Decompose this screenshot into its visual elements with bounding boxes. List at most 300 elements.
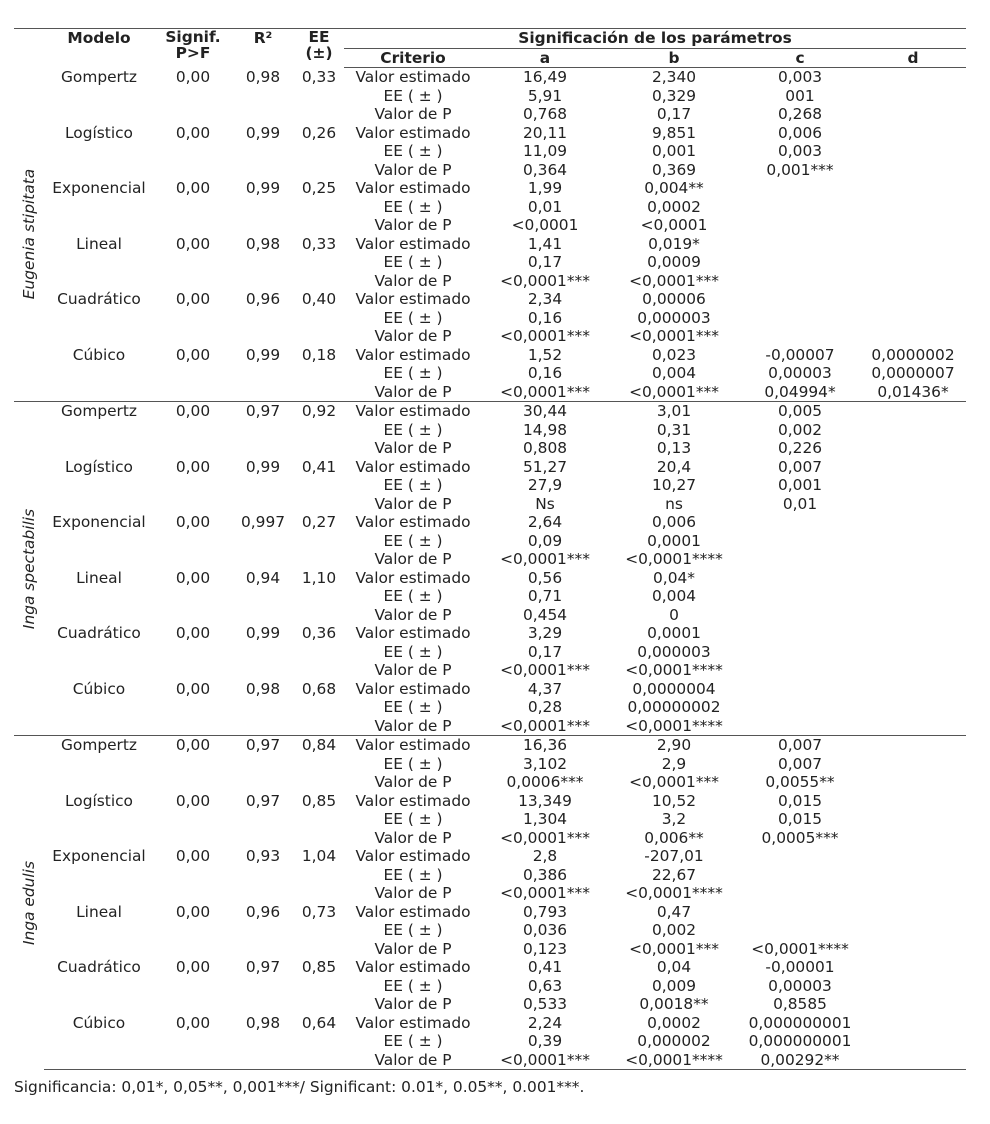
param-c-cell [740, 643, 860, 662]
param-a-cell: 27,9 [527, 476, 563, 494]
ee-cell [294, 161, 344, 180]
param-b-cell: 0,369 [651, 160, 697, 179]
criterio-cell: EE ( ± ) [383, 253, 443, 271]
ee-cell: 0,84 [294, 736, 344, 755]
r2-cell [232, 439, 294, 458]
param-c-cell: 0,006 [777, 123, 823, 142]
criterio-cell: Valor de P [374, 271, 452, 290]
r2-cell [232, 421, 294, 440]
table-row [14, 142, 966, 161]
param-d-cell [860, 216, 966, 235]
criterio-cell: EE ( ± ) [383, 587, 443, 605]
param-c-cell: 0,002 [777, 420, 823, 439]
ee-cell: 0,41 [301, 457, 337, 476]
criterio-cell: Valor estimado [355, 513, 471, 531]
param-a-cell: 3,102 [522, 754, 568, 773]
param-b-cell: 0,13 [656, 439, 692, 457]
param-b-cell: 3,2 [661, 810, 687, 828]
param-d-cell [860, 198, 966, 217]
param-a-cell: 16,36 [482, 736, 608, 755]
param-d-cell [860, 272, 966, 291]
ee-header [294, 29, 344, 68]
criterio-cell: Valor estimado [344, 736, 482, 755]
param-d-cell [860, 253, 966, 272]
criterio-cell: EE ( ± ) [383, 810, 443, 828]
signif-cell: 0,00 [175, 179, 211, 197]
r2-cell: 0,94 [245, 568, 281, 587]
model-name-cell [44, 272, 154, 291]
param-c-cell [740, 866, 860, 885]
table-row [14, 624, 966, 643]
model-name-cell: Exponencial [52, 847, 146, 865]
signif-cell: 0,00 [175, 568, 211, 587]
param-b-cell: <0,0001 [640, 216, 708, 234]
signif-cell: 0,00 [175, 457, 211, 476]
ee-cell: 0,85 [301, 791, 337, 810]
criterio-cell: Valor estimado [355, 234, 471, 253]
signif-cell: 0,00 [175, 902, 211, 921]
r2-cell [232, 606, 294, 625]
r2-cell [232, 198, 294, 217]
species-label: Inga spectabilis [19, 508, 38, 629]
ee-cell: 0,33 [301, 234, 337, 253]
ee-cell [294, 216, 344, 235]
param-a-cell: 0,533 [522, 995, 568, 1013]
ee-cell [294, 866, 344, 885]
criterio-cell: Valor de P [374, 382, 452, 401]
param-b-cell: 0,000002 [637, 1032, 711, 1050]
param-a-cell: 0,123 [522, 939, 568, 958]
ee-cell [294, 105, 344, 124]
signif-cell: 0,00 [175, 234, 211, 253]
param-c-cell: 0,00003 [768, 976, 832, 995]
param-b-cell: 0,002 [651, 921, 697, 939]
signif-cell [154, 364, 232, 383]
param-a-cell: 0,0006*** [506, 773, 584, 791]
param-b-cell: 9,851 [651, 123, 697, 142]
model-name-cell [44, 550, 154, 569]
model-name-cell [44, 161, 154, 180]
criterio-cell: EE ( ± ) [383, 921, 443, 939]
r2-cell: 0,98 [245, 234, 281, 253]
ee-cell [294, 439, 344, 458]
param-b-cell: 0,006 [651, 513, 697, 531]
model-name-cell: Cúbico [72, 345, 126, 364]
param-d-cell [860, 903, 966, 922]
table-row [14, 995, 966, 1014]
footnote: Significancia: 0,01*, 0,05**, 0,001***/ Significant: 0.01*, 0.05**, 0.001***. [14, 1078, 585, 1096]
param-b-cell: 20,4 [656, 457, 692, 476]
param-c-cell: -0,00001 [765, 958, 835, 976]
r2-cell [232, 755, 294, 774]
param-c-cell [740, 606, 860, 625]
model-name-cell [44, 105, 154, 124]
ee-cell [294, 698, 344, 717]
criterio-cell: EE ( ± ) [383, 420, 443, 439]
criterio-cell: EE ( ± ) [383, 698, 443, 716]
param-b-cell: <0,0001**** [625, 661, 723, 679]
r2-cell [232, 216, 294, 235]
model-name-cell: Lineal [76, 568, 122, 587]
criterio-cell: Valor estimado [355, 123, 471, 142]
param-b-cell: 0 [669, 605, 679, 624]
signif-cell: 0,00 [175, 679, 211, 698]
param-d-cell [860, 698, 966, 717]
param-a-cell: 0,01 [527, 197, 563, 216]
criterio-cell: EE ( ± ) [383, 476, 443, 494]
param-a-cell: <0,0001*** [500, 327, 590, 345]
signif-cell [154, 383, 232, 402]
r2-cell [232, 495, 294, 514]
model-name-cell [44, 921, 154, 940]
table-row [14, 532, 966, 551]
ee-cell [294, 272, 344, 291]
param-c-cell [740, 253, 860, 272]
results-table-container [14, 28, 966, 1070]
param-c-cell: 0,0005*** [761, 828, 839, 847]
criterio-cell: EE ( ± ) [383, 865, 443, 884]
param-a-cell: 1,99 [527, 179, 563, 197]
param-c-cell: 0,007 [740, 736, 860, 755]
param-a-cell: 0,793 [522, 902, 568, 921]
model-name-cell: Logístico [65, 457, 133, 476]
table-row [14, 921, 966, 940]
criterio-cell: Valor estimado [355, 958, 471, 976]
param-c-cell [740, 698, 860, 717]
r2-cell: 0,93 [245, 847, 281, 865]
param-a-cell: 3,29 [527, 624, 563, 642]
signif-cell [154, 161, 232, 180]
param-b-cell: 0,0001 [647, 624, 701, 642]
ee-cell [294, 421, 344, 440]
table-row [14, 309, 966, 328]
signif-cell [154, 532, 232, 551]
param-c-cell: 0,005 [740, 402, 860, 421]
param-b-cell: 0,0018** [639, 995, 709, 1013]
param-a-cell: 51,27 [522, 457, 568, 476]
table-row [14, 68, 966, 87]
signif-cell [154, 643, 232, 662]
r2-cell [232, 532, 294, 551]
criterio-cell: EE ( ± ) [383, 197, 443, 216]
model-name-cell [44, 216, 154, 235]
param-d-cell [860, 1014, 966, 1033]
species-label-cell [14, 402, 44, 736]
r2-cell [232, 364, 294, 383]
signif-cell: 0,00 [175, 1013, 211, 1032]
signif-cell [154, 587, 232, 606]
table-row [14, 680, 966, 699]
signif-cell [154, 755, 232, 774]
ee-cell: 0,27 [301, 513, 337, 531]
param-c-cell [740, 550, 860, 569]
param-a-cell: 0,17 [527, 253, 563, 271]
param-a-cell: <0,0001*** [500, 550, 590, 568]
param-a-cell: 5,91 [527, 86, 563, 105]
param-b-cell: 0,0002 [647, 1013, 701, 1032]
table-row [14, 327, 966, 346]
ee-cell [294, 606, 344, 625]
model-name-cell [44, 439, 154, 458]
ee-cell [294, 550, 344, 569]
param-d-cell [860, 532, 966, 551]
signif-cell [154, 884, 232, 903]
signif-cell: 0,00 [175, 123, 211, 142]
table-body [14, 68, 966, 1070]
param-c-cell: 0,01 [782, 494, 818, 513]
table-row [14, 606, 966, 625]
signif-cell [154, 661, 232, 680]
param-c-cell: 0,015 [777, 810, 823, 828]
signif-cell [154, 1032, 232, 1051]
model-name-cell [44, 495, 154, 514]
param-a-cell: <0,0001*** [500, 884, 590, 902]
param-a-cell: 0,364 [522, 160, 568, 179]
parametros-header: Significación de los parámetros [344, 29, 966, 49]
param-c-cell [740, 290, 860, 309]
param-d-cell [860, 68, 966, 87]
param-a-cell: 2,8 [532, 847, 558, 865]
table-row [14, 364, 966, 383]
r2-cell [232, 810, 294, 829]
model-name-cell [44, 977, 154, 996]
signif-cell [154, 717, 232, 736]
criterio-cell: Valor de P [374, 216, 452, 234]
table-row [14, 903, 966, 922]
r2-cell [232, 1032, 294, 1051]
param-a-cell: 30,44 [482, 402, 608, 421]
criterio-cell: Valor de P [374, 884, 452, 902]
signif-cell: 0,00 [175, 67, 211, 86]
signif-cell [154, 495, 232, 514]
param-b-cell: 10,27 [651, 476, 697, 494]
param-a-cell: 0,16 [527, 364, 563, 382]
param-b-cell: <0,0001*** [629, 939, 719, 958]
criterio-cell: EE ( ± ) [383, 1032, 443, 1050]
header-row-top [14, 29, 966, 49]
param-c-cell: 0,00292** [740, 1051, 860, 1070]
signif-cell: 0,00 [175, 513, 211, 531]
param-b-cell: <0,0001**** [625, 716, 723, 735]
param-c-cell [740, 680, 860, 699]
table-row [14, 717, 966, 736]
param-a-cell: 1,52 [527, 345, 563, 364]
param-c-cell [740, 235, 860, 254]
param-b-cell: 0,004 [651, 364, 697, 382]
param-a-cell: 13,349 [518, 791, 572, 810]
model-name-cell [44, 829, 154, 848]
table-row [14, 235, 966, 254]
signif-cell [154, 327, 232, 346]
param-d-cell [860, 977, 966, 996]
r2-cell [232, 829, 294, 848]
param-d-cell [860, 550, 966, 569]
param-d-cell [860, 661, 966, 680]
model-name-cell: Logístico [65, 791, 133, 810]
param-a-cell: 0,036 [522, 921, 568, 939]
param-c-cell: 0,000000001 [748, 1013, 852, 1032]
param-c-cell: 0,001*** [766, 160, 834, 179]
signif-cell [154, 773, 232, 792]
r2-cell [232, 161, 294, 180]
criterio-cell: EE ( ± ) [383, 86, 443, 105]
r2-cell [232, 253, 294, 272]
table-row [14, 179, 966, 198]
param-a-cell: 2,34 [527, 290, 563, 308]
param-d-cell [860, 587, 966, 606]
param-c-cell [740, 624, 860, 643]
model-name-cell: Cuadrático [57, 290, 141, 308]
r2-cell [232, 142, 294, 161]
param-d-cell [860, 1032, 966, 1051]
ee-cell [294, 1032, 344, 1051]
ee-cell [294, 495, 344, 514]
criterio-cell: Valor de P [374, 105, 452, 123]
ee-cell [294, 884, 344, 903]
criterio-cell: Valor de P [374, 995, 452, 1013]
param-a-cell: <0,0001*** [500, 271, 590, 290]
table-row [14, 513, 966, 532]
param-b-cell: -207,01 [644, 847, 704, 865]
param-d-cell [860, 513, 966, 532]
table-row [14, 940, 966, 959]
param-c-cell: 0,001 [777, 476, 823, 494]
param-a-cell: 16,49 [522, 68, 568, 86]
r2-cell [232, 995, 294, 1014]
param-d-cell [860, 1051, 966, 1070]
ee-cell: 0,36 [301, 624, 337, 642]
model-name-cell [44, 1032, 154, 1051]
model-name-cell [44, 643, 154, 662]
param-a-cell: <0,0001*** [500, 661, 590, 679]
table-row [14, 977, 966, 996]
param-b-cell: 0,329 [651, 86, 697, 105]
model-name-cell: Gompertz [44, 736, 154, 755]
param-a-cell: 0,63 [527, 976, 563, 995]
ee-cell: 0,26 [301, 123, 337, 142]
model-name-cell: Cúbico [72, 679, 126, 698]
signif-cell [154, 309, 232, 328]
signif-cell [154, 87, 232, 106]
r2-cell [232, 698, 294, 717]
param-d-cell [860, 884, 966, 903]
r2-cell: 0,997 [240, 513, 286, 531]
param-c-cell [740, 884, 860, 903]
signif-cell [154, 142, 232, 161]
param-b-cell: <0,0001*** [629, 382, 719, 401]
table-row [14, 866, 966, 885]
ee-cell: 1,10 [301, 568, 337, 587]
criterio-cell: Valor estimado [355, 179, 471, 197]
param-d-cell [860, 161, 966, 180]
param-d-cell [860, 755, 966, 774]
model-name-cell [44, 198, 154, 217]
model-name-cell: Lineal [76, 234, 122, 253]
model-name-cell [44, 773, 154, 792]
ee-cell: 0,64 [301, 1013, 337, 1032]
criterio-cell: Valor de P [374, 327, 452, 345]
param-a-cell: 4,37 [527, 679, 563, 698]
param-a-cell: 0,28 [527, 698, 563, 716]
ee-cell [294, 977, 344, 996]
signif-cell: 0,00 [175, 791, 211, 810]
param-a-cell: <0,0001*** [500, 716, 590, 735]
param-b-cell: 0,00006 [642, 290, 706, 308]
signif-cell [154, 829, 232, 848]
criterio-cell: EE ( ± ) [383, 142, 443, 160]
r2-cell [232, 1051, 294, 1070]
species-header [14, 29, 44, 68]
species-label-cell [14, 68, 44, 402]
r2-cell: 0,97 [245, 958, 281, 976]
param-d-cell [860, 105, 966, 124]
ee-cell: 0,73 [301, 902, 337, 921]
table-row [14, 439, 966, 458]
param-c-cell [740, 532, 860, 551]
param-a-cell: 14,98 [522, 420, 568, 439]
param-b-cell: 0,04* [653, 568, 695, 587]
param-b-cell: 0,023 [651, 345, 697, 364]
table-row [14, 643, 966, 662]
table-row [14, 958, 966, 977]
param-d-cell [860, 495, 966, 514]
param-d-cell [860, 290, 966, 309]
table-row [14, 383, 966, 402]
param-b-cell: 0,000003 [637, 308, 711, 327]
table-row [14, 495, 966, 514]
ee-cell [294, 829, 344, 848]
param-c-cell [740, 513, 860, 532]
param-a-header: a [482, 48, 608, 68]
param-a-cell: 2,24 [527, 1013, 563, 1032]
r2-cell: 0,99 [245, 123, 281, 142]
ee-cell [294, 1051, 344, 1070]
signif-cell [154, 810, 232, 829]
param-b-header: b [608, 48, 740, 68]
criterio-cell: Valor de P [374, 494, 452, 513]
species-label-cell [14, 736, 44, 1070]
species-label: Inga edulis [19, 860, 38, 945]
ee-cell: 1,04 [301, 847, 337, 865]
model-name-cell [44, 532, 154, 551]
param-d-cell [860, 624, 966, 643]
param-d-cell [860, 142, 966, 161]
param-c-cell: 0,268 [777, 105, 823, 123]
param-c-cell: 0,8585 [773, 995, 827, 1013]
model-name-cell [44, 995, 154, 1014]
ee-cell [294, 87, 344, 106]
param-d-cell [860, 736, 966, 755]
ee-cell: 0,68 [301, 679, 337, 698]
criterio-cell: Valor de P [374, 605, 452, 624]
signif-cell [154, 550, 232, 569]
param-b-cell: 2,90 [608, 736, 740, 755]
table-row [14, 755, 966, 774]
table-row [14, 105, 966, 124]
ee-cell [294, 921, 344, 940]
param-d-cell [860, 717, 966, 736]
param-d-cell [860, 995, 966, 1014]
criterio-cell: Valor estimado [355, 847, 471, 865]
ee-cell: 0,40 [301, 290, 337, 308]
param-a-cell: 0,09 [527, 531, 563, 550]
param-b-cell: 0,006** [644, 828, 704, 847]
param-c-cell: 0,00003 [768, 364, 832, 382]
param-a-cell: 20,11 [522, 123, 568, 142]
param-a-cell: 0,16 [527, 308, 563, 327]
model-name-cell [44, 253, 154, 272]
model-name-cell [44, 755, 154, 774]
